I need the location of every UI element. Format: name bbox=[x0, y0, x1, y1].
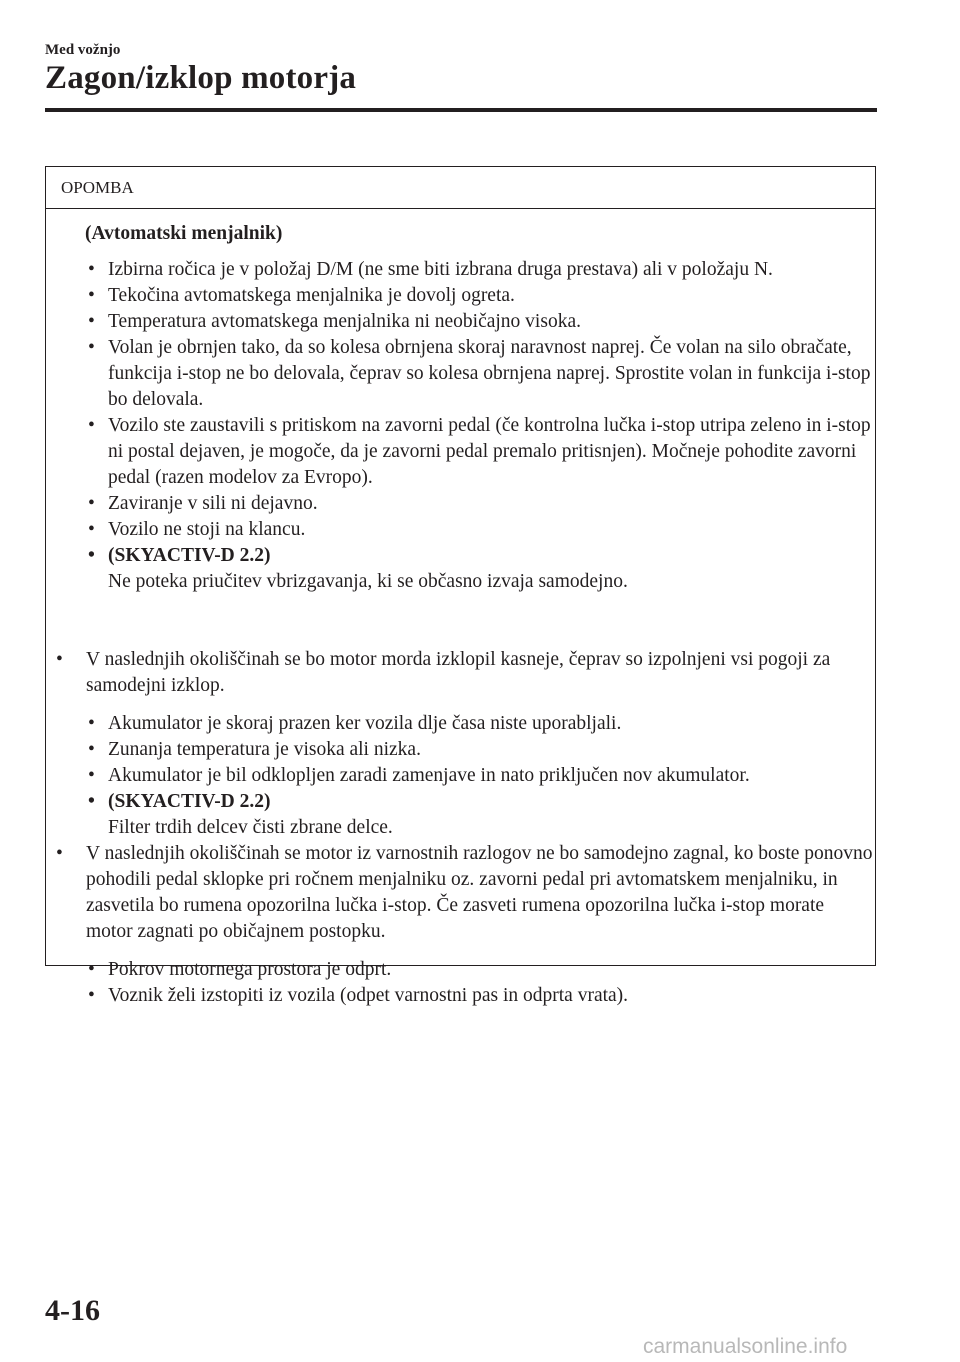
list-item: • V naslednjih okoliščinah se motor iz varnostnih razlogov ne bo samodejno zagnal, ko boste ponovno pohodili pedal sklopke pri ročnem menjalniku oz. zavorni pedal pri avtomatskem menjalniku, in zasvetila bo rumena opozorilna lučka i-stop. Če zasveti rumena opozorilna lučka i-stop morate motor zagnati po običajnem postopku. bbox=[56, 843, 873, 942]
bullet-icon: • bbox=[56, 843, 63, 864]
bullet-icon: • bbox=[88, 493, 95, 514]
bullet-icon: • bbox=[88, 791, 95, 812]
bullet-icon: • bbox=[88, 959, 95, 980]
bullet-icon: • bbox=[88, 415, 95, 436]
note-label: OPOMBA bbox=[46, 167, 875, 209]
list-item: • Vozilo ste zaustavili s pritiskom na zavorni pedal (če kontrolna lučka i-stop utripa zeleno in i-stop ni postal dejaven, je mogoče, da je zavorni pedal premalo pritisnjen). Močneje pohodite zavorni pedal (razen modelov za Evropo). bbox=[88, 415, 871, 488]
engine-variant-label: (SKYACTIV-D 2.2) bbox=[108, 545, 271, 566]
list-item: • Izbirna ročica je v položaj D/M (ne sme biti izbrana druga prestava) ali v položaju N. bbox=[46, 257, 875, 283]
list-item: • Tekočina avtomatskega menjalnika je dovolj ogreta. bbox=[46, 283, 875, 309]
bullet-icon: • bbox=[88, 765, 95, 786]
bullet-icon: • bbox=[88, 545, 95, 566]
condition-list-2 bbox=[46, 711, 875, 841]
bullet-icon: • bbox=[56, 649, 63, 670]
list-item: • Akumulator je bil odklopljen zaradi zamenjave in nato priključen nov akumulator. bbox=[46, 763, 875, 789]
list-item: • Pokrov motornega prostora je odprt. bbox=[46, 957, 875, 983]
list-item: • Zaviranje v sili ni dejavno. bbox=[46, 491, 875, 517]
list-item: • (SKYACTIV-D 2.2) Filter trdih delcev čisti zbrane delce. bbox=[88, 791, 393, 838]
bullet-icon: • bbox=[88, 285, 95, 306]
page-title: Zagon/izklop motorja bbox=[45, 60, 357, 96]
list-item: • Vozilo ne stoji na klancu. bbox=[46, 517, 875, 543]
title-rule bbox=[45, 108, 877, 112]
list-item: • Voznik želi izstopiti iz vozila (odpet varnostni pas in odprta vrata). bbox=[46, 983, 875, 1009]
list-item: • Akumulator je skoraj prazen ker vozila dlje časa niste uporabljali. bbox=[46, 711, 875, 737]
bullet-icon: • bbox=[88, 311, 95, 332]
bullet-icon: • bbox=[88, 739, 95, 760]
list-item: • Zunanja temperatura je visoka ali nizka. bbox=[46, 737, 875, 763]
bullet-icon: • bbox=[88, 337, 95, 358]
list-item: • Volan je obrnjen tako, da so kolesa obrnjena skoraj naravnost naprej. Če volan na silo obračate, funkcija i-stop ne bo delovala, čeprav so kolesa obrnjena naprej. Sprostite volan in funkcija i-stop bo delovala. bbox=[88, 337, 871, 410]
section-label: Med vožnjo bbox=[45, 42, 121, 58]
list-item: • (SKYACTIV-D 2.2) Ne poteka priučitev vbrizgavanja, ki se občasno izvaja samodejno. bbox=[88, 545, 628, 592]
bullet-icon: • bbox=[88, 519, 95, 540]
condition-list-1 bbox=[46, 257, 875, 595]
point-2 bbox=[46, 647, 875, 699]
bullet-icon: • bbox=[88, 985, 95, 1006]
watermark: carmanualsonline.info bbox=[643, 1335, 848, 1358]
bullet-icon: • bbox=[88, 713, 95, 734]
note-subheading: (Avtomatski menjalnik) bbox=[85, 223, 283, 244]
list-item: • Temperatura avtomatskega menjalnika ni neobičajno visoka. bbox=[46, 309, 875, 335]
note-box bbox=[45, 166, 876, 1006]
condition-list-3 bbox=[46, 957, 875, 1009]
point-3 bbox=[46, 841, 875, 945]
bullet-icon: • bbox=[88, 259, 95, 280]
list-item: • V naslednjih okoliščinah se bo motor morda izklopil kasneje, čeprav so izpolnjeni vsi pogoji za samodejni izklop. bbox=[56, 649, 831, 696]
engine-variant-label: (SKYACTIV-D 2.2) bbox=[108, 791, 271, 812]
page-number: 4-16 bbox=[45, 1294, 100, 1327]
